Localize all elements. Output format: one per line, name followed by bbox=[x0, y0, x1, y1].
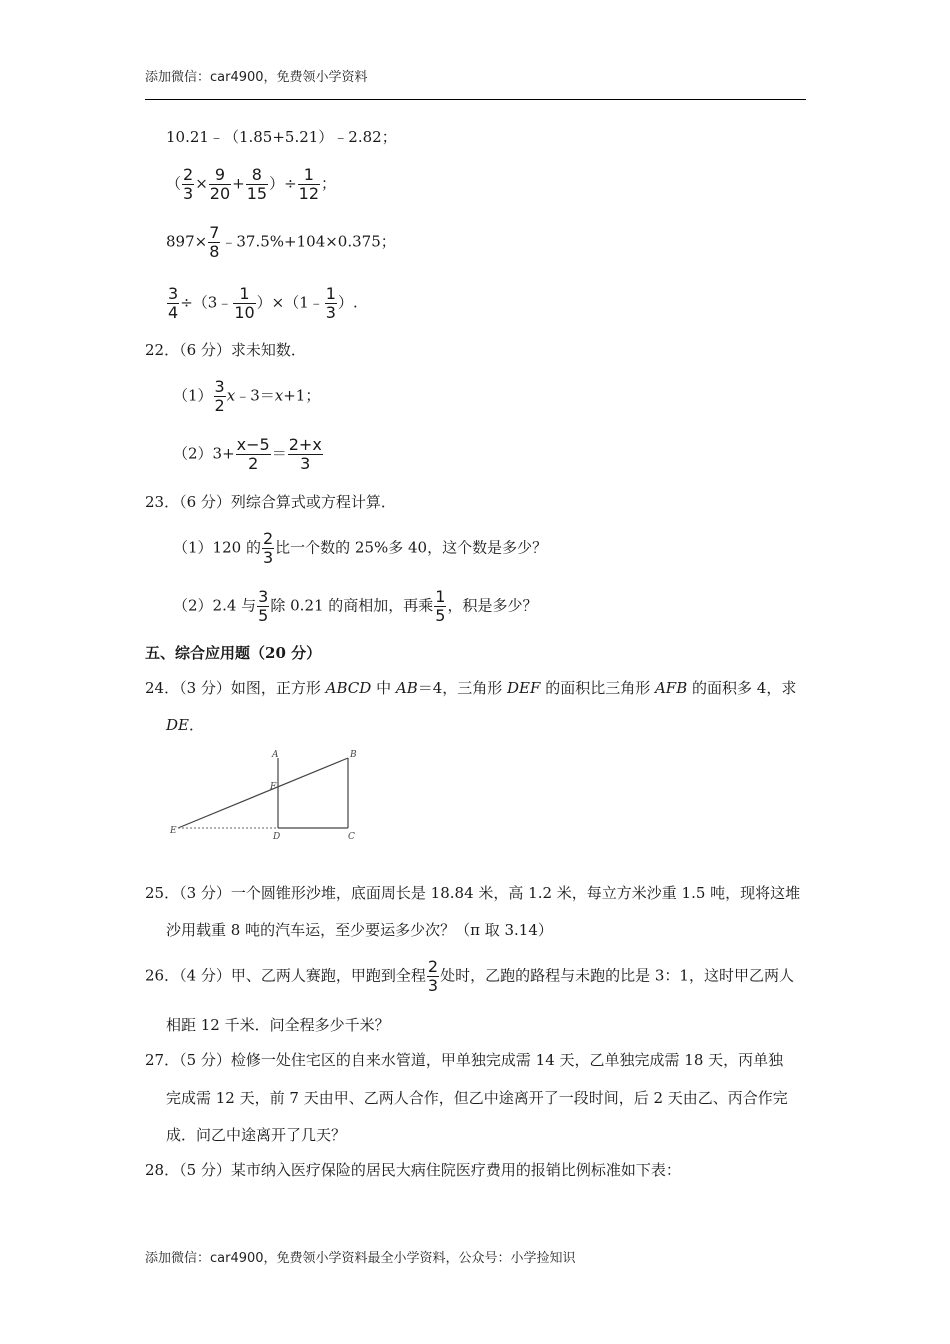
question-24-line-2: DE． bbox=[166, 716, 204, 734]
label-F: F bbox=[270, 782, 277, 792]
question-26-line-1: 26．（4 分）甲、乙两人赛跑，甲跑到全程 $\frac{2}{3}$ 处时，乙跑的路程与未跑的比是 3：1，这时甲乙两人 bbox=[145, 957, 794, 995]
question-22-part-2: （2）3+ $\frac{x-5}{2}$ ＝ $\frac{2+x}{3}$ bbox=[173, 435, 322, 473]
calc-expression-2: （ $\frac{2}{3}$ × $\frac{9}{20}$ + $\frac{8}{15}$ ）÷ $\frac{1}{12}$ ； bbox=[166, 165, 337, 203]
calc-expression-3: 897× $\frac{7}{8}$ ﹣37.5%+104×0.375； bbox=[166, 223, 396, 261]
question-23-part-2: （2）2.4 与 $\frac{3}{5}$ 除 0.21 的商相加，再乘 $\frac{1}{5}$ ，积是多少？ bbox=[173, 587, 538, 625]
question-27-line-3: 成．问乙中途离开了几天？ bbox=[166, 1126, 347, 1144]
question-26-line-2: 相距 12 千米．问全程多少千米？ bbox=[166, 1016, 390, 1034]
geometry-figure bbox=[166, 745, 366, 845]
fraction: $\frac{1}{3}$ bbox=[325, 284, 336, 322]
question-22-title: 22．（6 分）求未知数． bbox=[145, 341, 306, 359]
label-D: D bbox=[273, 832, 281, 842]
section-5-heading: 五、综合应用题（20 分） bbox=[145, 644, 322, 662]
fraction: $\frac{8}{15}$ bbox=[246, 165, 268, 203]
question-28-line-1: 28．（5 分）某市纳入医疗保险的居民大病住院医疗费用的报销比例标准如下表： bbox=[145, 1161, 681, 1179]
label-A: A bbox=[272, 750, 279, 760]
calc-expression-4: $\frac{3}{4}$ ÷（3﹣ $\frac{1}{10}$ ）×（1﹣ $\frac{1}{3}$ ）. bbox=[168, 284, 358, 322]
fraction: $\frac{2+x}{3}$ bbox=[288, 435, 322, 473]
question-27-line-2: 完成需 12 天，前 7 天由甲、乙两人合作，但乙中途离开了一段时间，后 2 天由乙、丙合作完 bbox=[166, 1089, 788, 1107]
header-divider bbox=[145, 99, 806, 100]
label-C: C bbox=[348, 832, 355, 842]
fraction: $\frac{7}{8}$ bbox=[209, 223, 220, 261]
fraction: $\frac{1}{12}$ bbox=[298, 165, 320, 203]
question-23-part-1: （1）120 的 $\frac{2}{3}$ 比一个数的 25%多 40，这个数是多少？ bbox=[173, 529, 548, 567]
question-25-line-2: 沙用载重 8 吨的汽车运，至少要运多少次？（π 取 3.14） bbox=[166, 921, 553, 939]
label-B: B bbox=[350, 750, 357, 760]
page-header: 添加微信：car4900，免费领小学资料 bbox=[145, 70, 368, 85]
fraction: $\frac{3}{5}$ bbox=[258, 587, 269, 625]
fraction: $\frac{9}{20}$ bbox=[209, 165, 231, 203]
fraction: $\frac{3}{4}$ bbox=[168, 284, 179, 322]
label-E: E bbox=[170, 826, 177, 836]
fraction: $\frac{x-5}{2}$ bbox=[236, 435, 270, 473]
fraction: $\frac{2}{3}$ bbox=[262, 529, 274, 567]
fraction: $\frac{1}{10}$ bbox=[234, 284, 255, 322]
fraction: $\frac{2}{3}$ bbox=[427, 957, 439, 995]
fraction: $\frac{2}{3}$ bbox=[183, 165, 194, 203]
segment-EB bbox=[178, 758, 348, 828]
question-25-line-1: 25．（3 分）一个圆锥形沙堆，底面周长是 18.84 米，高 1.2 米，每立方米沙重 1.5 吨，现将这堆 bbox=[145, 884, 801, 902]
question-24-line-1: 24．（3 分）如图，正方形 ABCD 中 AB＝4，三角形 DEF 的面积比三角形 AFB 的面积多 4，求 bbox=[145, 679, 797, 697]
question-22-part-1: （1） $\frac{3}{2}$ x﹣3＝x+1； bbox=[173, 377, 321, 415]
question-23-title: 23．（6 分）列综合算式或方程计算． bbox=[145, 493, 396, 511]
page-footer: 添加微信：car4900，免费领小学资料最全小学资料，公众号：小学捡知识 bbox=[145, 1251, 576, 1266]
calc-expression-1: 10.21﹣（1.85+5.21）﹣2.82； bbox=[166, 128, 397, 146]
fraction: $\frac{1}{5}$ bbox=[435, 587, 446, 625]
fraction: $\frac{3}{2}$ bbox=[214, 377, 225, 415]
question-27-line-1: 27．（5 分）检修一处住宅区的自来水管道，甲单独完成需 14 天，乙单独完成需 18 天，丙单独 bbox=[145, 1051, 784, 1069]
